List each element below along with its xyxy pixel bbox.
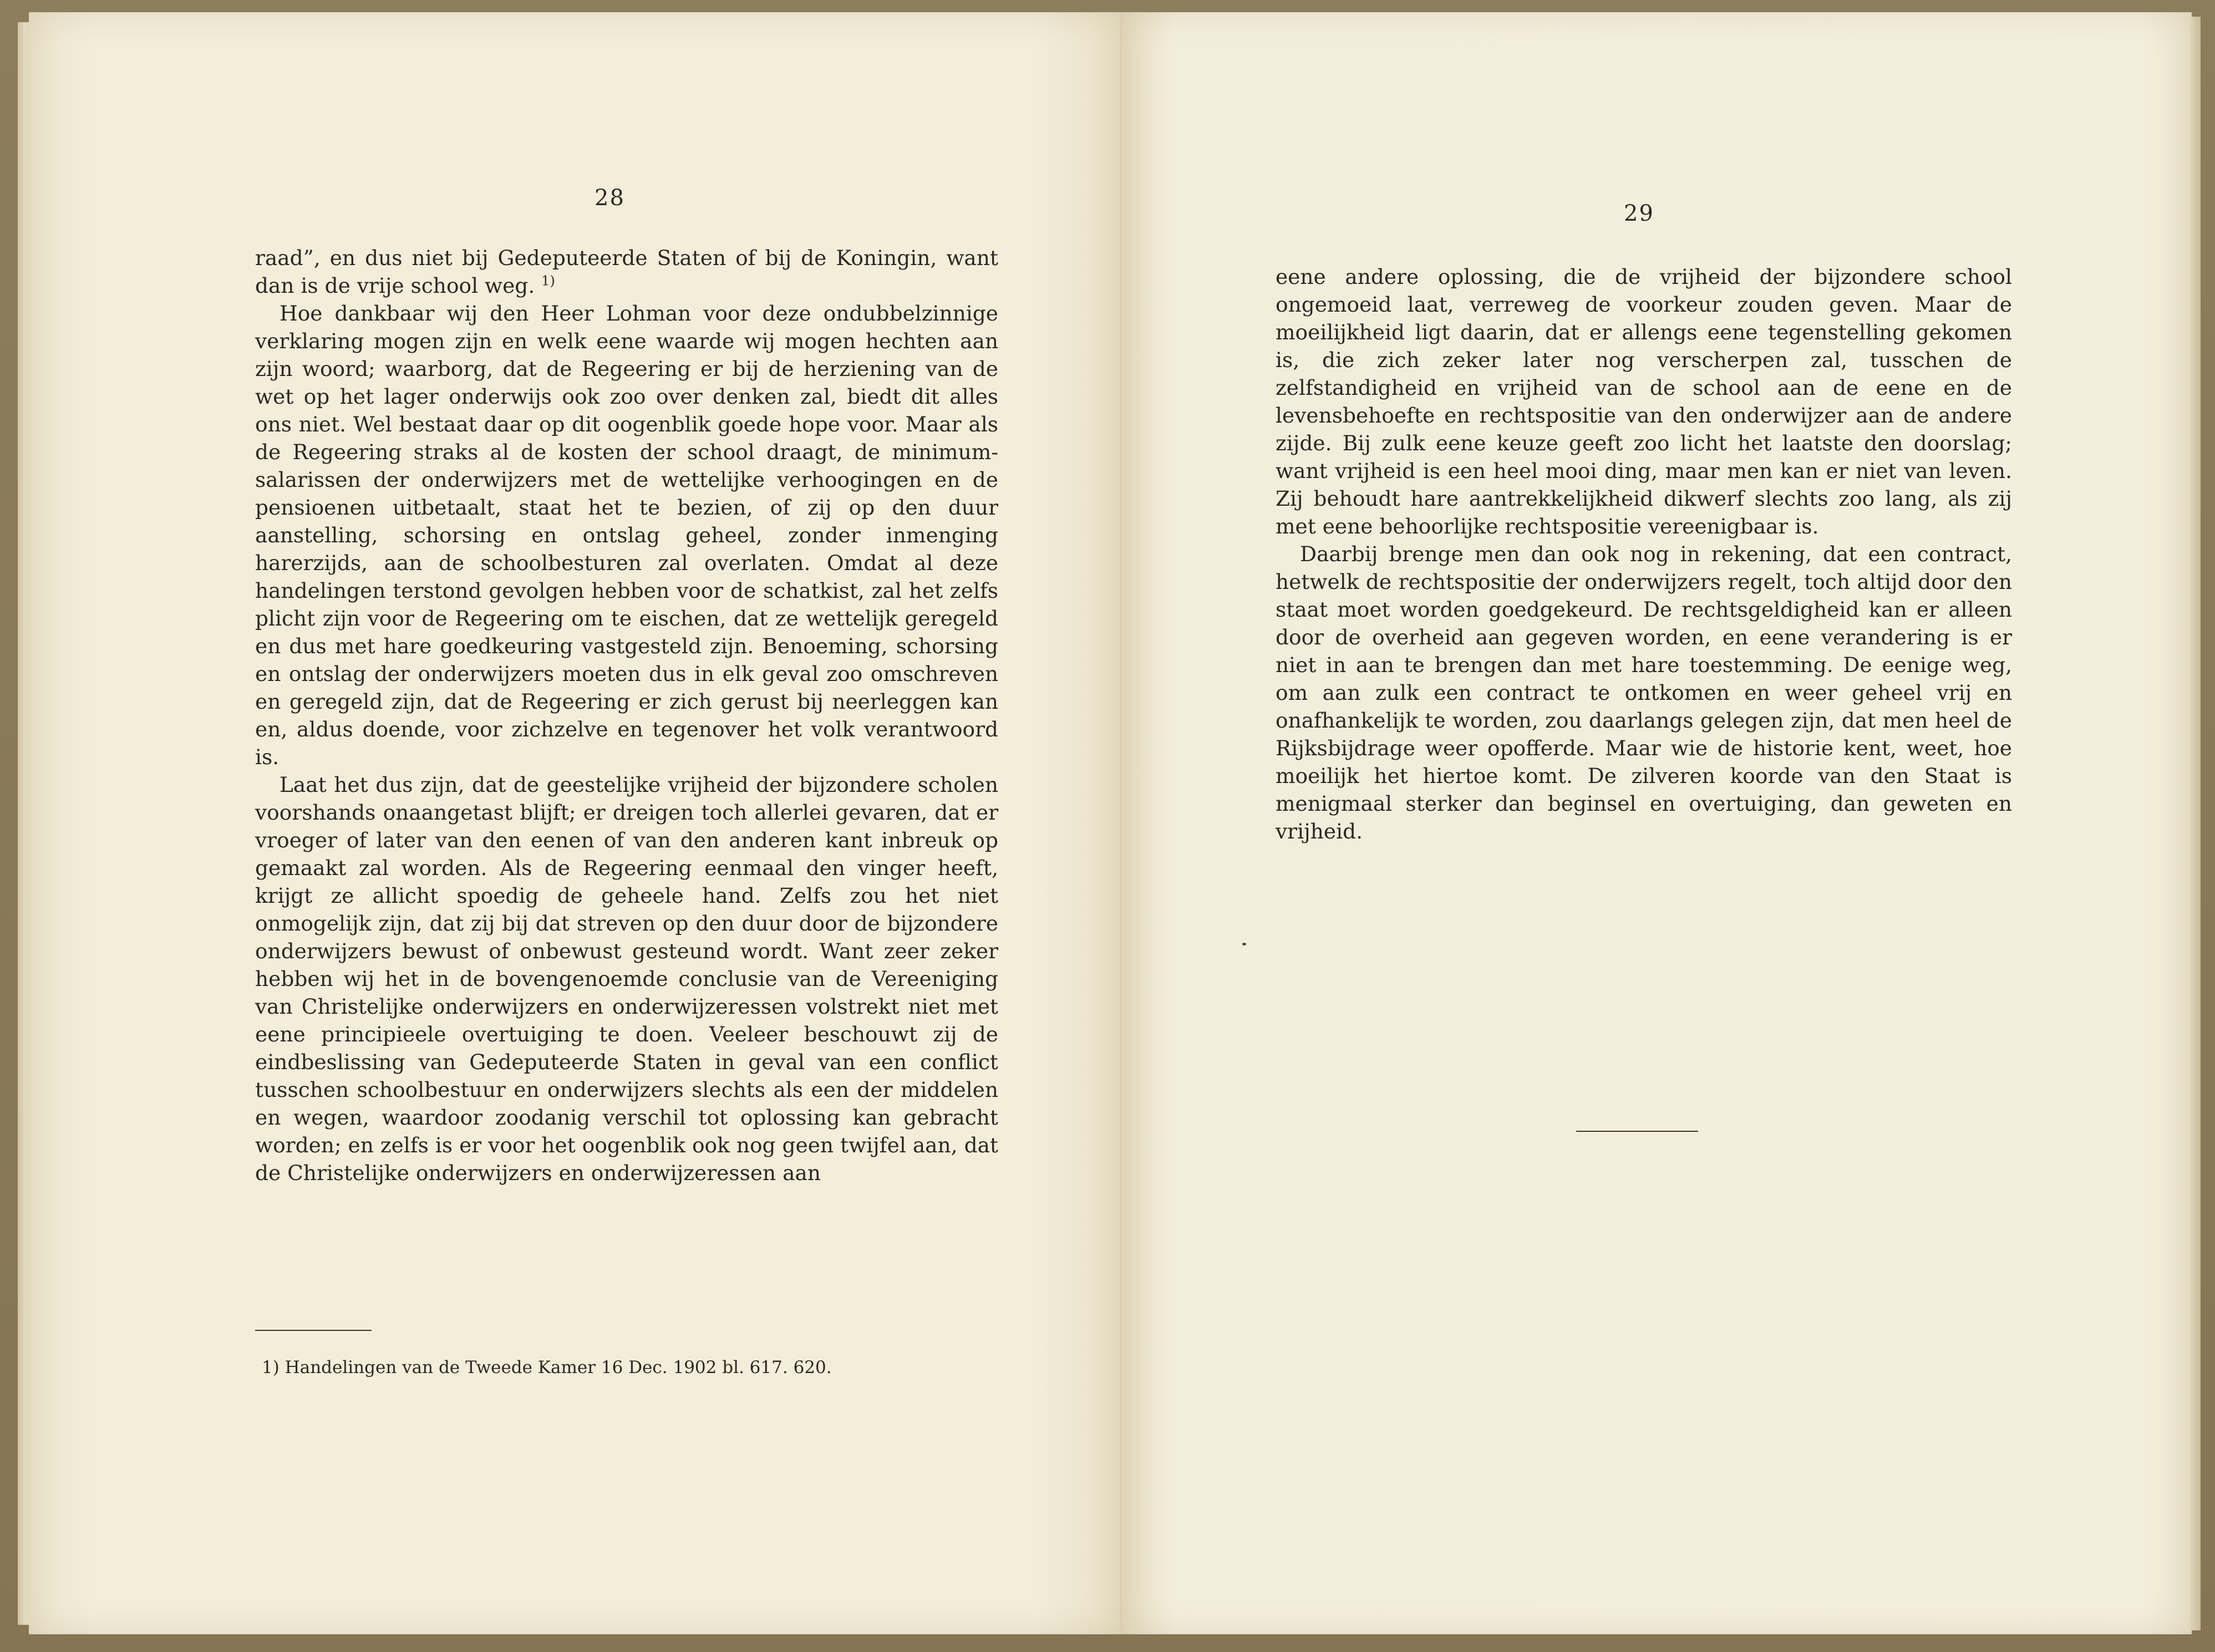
paragraph: Laat het dus zijn, dat de geestelijke vrijheid der bijzondere scholen voorshands onaangetast blijft; er dreigen toch allerlei gevaren, dat er vroeger of later van den eenen of van den anderen kant inbreuk op gemaakt zal worden. Als de Regeering eenmaal den vinger heeft, krijgt ze allicht spoedig de geheele hand. Zelfs zou het niet onmogelijk zijn, dat zij bij dat streven op den duur door de bijzondere onderwijzers bewust of onbewust gesteund wordt. Want zeer zeker hebben wij het in de bovengenoemde conclusie van de Vereeniging van Christelijke onderwijzers en onderwijzeressen volstrekt niet met eene principieele overtuiging te doen. Veeleer beschouwt zij de eindbeslissing van Gedeputeerde Staten in geval van een conflict tusschen schoolbestuur en onderwijzers slechts als een der middelen en wegen, waardoor zoodanig verschil tot oplossing kan gebracht worden; en zelfs is er voor het oogenblik ook nog geen twijfel aan, dat de Christelijke onderwijzers en onderwijzeressen aan	[255, 772, 998, 1185]
right-page-edge	[2191, 17, 2201, 1630]
left-body-text	[255, 244, 998, 1187]
footnote: 1) Handelingen van de Tweede Kamer 16 Dec. 1902 bl. 617. 620.	[262, 1358, 832, 1377]
ink-speck	[1242, 943, 1246, 946]
paragraph: Hoe dankbaar wij den Heer Lohman voor deze ondubbelzinnige verklaring mogen zijn en welk eene waarde wij mogen hechten aan zijn woord; waarborg, dat de Regeering er bij de herziening van de wet op het lager onderwijs ook zoo over denken zal, biedt dit alles ons niet. Wel bestaat daar op dit oogenblik goede hope voor. Maar als de Regeering straks al de kosten der school draagt, de minimum-salarissen der onderwijzers met de wettelijke verhoogingen en de pensioenen uitbetaalt, staat het te bezien, of zij op den duur aanstelling, schorsing en ontslag geheel, zonder inmenging harerzijds, aan de schoolbesturen zal overlaten. Omdat al deze handelingen terstond gevolgen hebben voor de schatkist, zal het zelfs plicht zijn voor de Regeering om te eischen, dat ze wettelijk geregeld en dus met hare goedkeuring vastgesteld zijn. Benoeming, schorsing en ontslag der onderwijzers moeten dus in elk geval zoo omschreven en geregeld zijn, dat de Regeering er zich gerust bij neerleggen kan en, aldus doende, voor zichzelve en tegenover het volk verantwoord is.	[255, 301, 998, 769]
footnote-rule	[255, 1330, 372, 1331]
paragraph: eene andere oplossing, die de vrijheid der bijzondere school ongemoeid laat, verreweg de voorkeur zouden geven. Maar de moeilijkheid ligt daarin, dat er allengs eene tegenstelling gekomen is, die zich zeker later nog verscherpen zal, tusschen de zelfstandigheid en vrijheid van de school aan de eene en de levensbehoefte en rechtspositie van den onderwijzer aan de andere zijde. Bij zulk eene keuze geeft zoo licht het laatste den doorslag; want vrijheid is een heel mooi ding, maar men kan er niet van leven. Zij behoudt hare aantrekkelijkheid dikwerf slechts zoo lang, als zij met eene behoorlijke rechtspositie vereenigbaar is.	[1276, 265, 2012, 538]
left-page	[29, 12, 1121, 1634]
footnote-marker: 1)	[541, 273, 555, 289]
right-page	[1121, 12, 2192, 1634]
paragraph: raad”, en dus niet bij Gedeputeerde Staten of bij de Koningin, want dan is de vrije school weg. $^{1)}$	[255, 246, 998, 298]
page-number: 29	[1624, 201, 1654, 226]
end-rule	[1576, 1131, 1698, 1132]
page-number: 28	[595, 185, 625, 211]
right-body-text	[1276, 263, 2012, 845]
paragraph: Daarbij brenge men dan ook nog in rekening, dat een contract, hetwelk de rechtspositie der onderwijzers regelt, toch altijd door den staat moet worden goedgekeurd. De rechtsgeldigheid kan er alleen door de overheid aan gegeven worden, en eene verandering is er niet in aan te brengen dan met hare toestemming. De eenige weg, om aan zulk een contract te ontkomen en weer geheel vrij en onafhankelijk te worden, zou daarlangs gelegen zijn, dat men heel de Rijksbijdrage weer opofferde. Maar wie de historie kent, weet, hoe moeilijk het hiertoe komt. De zilveren koorde van den Staat is menigmaal sterker dan beginsel en overtuiging, dan geweten en vrijheid.	[1276, 542, 2012, 843]
